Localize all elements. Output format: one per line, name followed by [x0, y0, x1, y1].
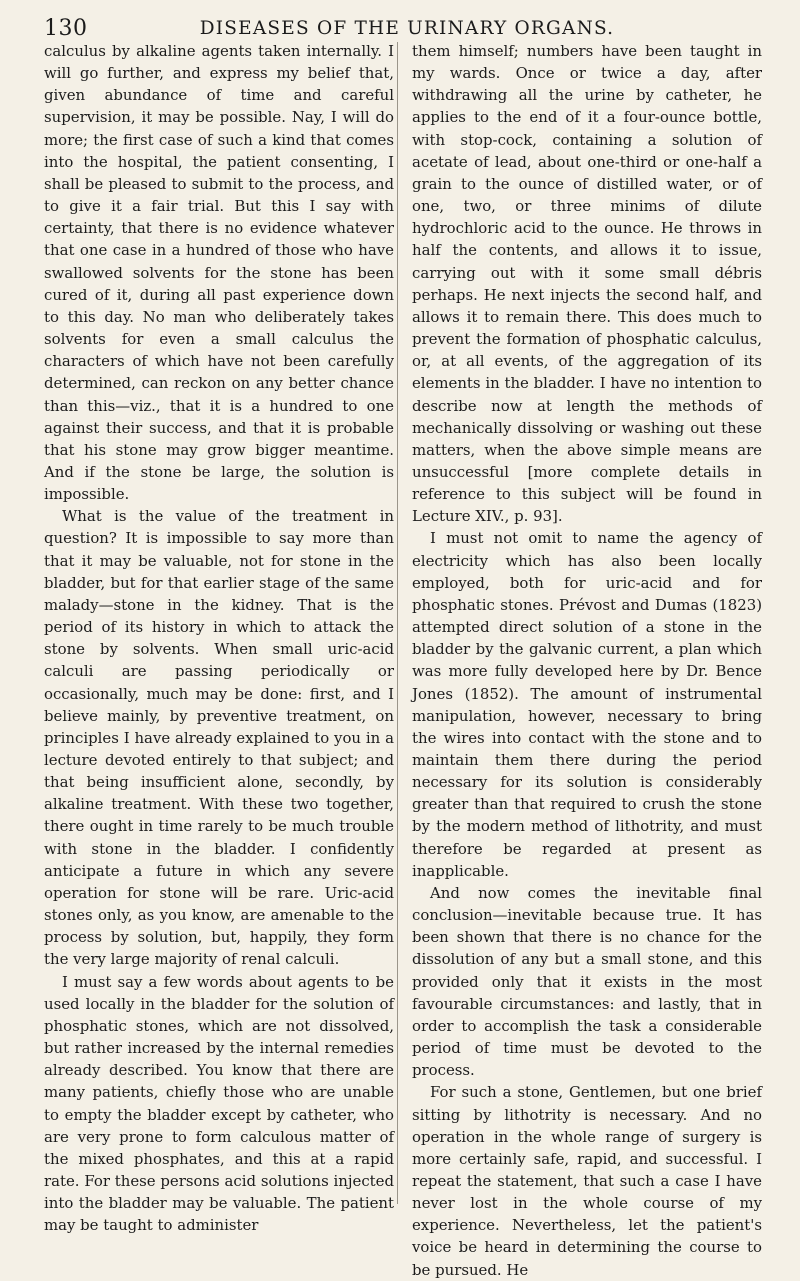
column-divider [397, 42, 398, 1204]
paragraph: them himself; numbers have been taught in my wards. Once or twice a day, after withdrawing all the urine by catheter, he applies to the end of it a four-ounce bottle, with stop-cock, containing a solution of acetate of lead, about one-third or one-half a grain to the ounce of distilled water, or of one, two, or three minims of dilute hydrochloric acid to the ounce. He throws in half the contents, and allows it to issue, carrying out with it some small débris perhaps. He next injects the second half, and allows it to remain there. This does much to prevent the formation of phosphatic calculus, or, at all events, of the aggregation of its elements in the bladder. I have no intention to describe now at length the methods of mechanically dissolving or washing out these matters, when the above simple means are unsuccessful [more complete details in reference to this subject will be found in Lecture XIV., p. 93]. [412, 42, 762, 526]
paragraph: And now comes the inevitable final conclusion—inevitable because true. It has been shown that there is no chance for the dissolution of any but a small stone, and this provided only that it exists in the most favourable circumstances: and lastly, that in order to accomplish the task a considerable period of time must be devoted to the process. [412, 883, 762, 1080]
paragraph: For such a stone, Gentlemen, but one brief sitting by lithotrity is necessary. And no operation in the whole range of surgery is more certainly safe, rapid, and successful. I repeat the statement, that such a case I have never lost in the whole course of my experience. Nevertheless, let the patient's voice be heard in determining the course to be pursued. He [412, 1083, 762, 1279]
page-number: 130 [44, 16, 88, 41]
left-column [44, 40, 394, 1236]
paragraph: I must not omit to name the agency of electricity which has also been locally employed, both for uric-acid and for phosphatic stones. Prévost and Dumas (1823) attempted direct solution of a stone in the bladder by the galvanic current, a plan which was more fully developed here by Dr. Bence Jones (1852). The amount of instrumental manipulation, however, necessary to bring the wires into contact with the stone and to maintain them there during the period necessary for its solution is considerably greater than that required to crush the stone by the modern method of lithotrity, and must therefore be regarded at present as inapplicable. [412, 529, 762, 880]
paragraph: What is the value of the treatment in question? It is impossible to say more than that it may be valuable, not for stone in the bladder, but for that earlier stage of the same malady—stone in the kidney. That is the period of its history in which to attack the stone by solvents. When small uric-acid calculi are passing periodically or occasionally, much may be done: first, and I believe mainly, by preventive treatment, on principles I have already explained to you in a lecture devoted entirely to that subject; and that being insufficient alone, secondly, by alkaline treatment. With these two together, there ought in time rarely to be much trouble with stone in the bladder. I confidently anticipate a future in which any severe operation for stone will be rare. Uric-acid stones only, as you know, are amenable to the process by solution, but, happily, they form the very large majority of renal calculi. [44, 507, 394, 969]
paragraph: I must say a few words about agents to be used locally in the bladder for the solution of phosphatic stones, which are not dissolved, but rather increased by the internal remedies already described. You know that there are many patients, chiefly those who are unable to empty the bladder except by catheter, who are very prone to form calculous matter of the mixed phosphates, and this at a rapid rate. For these persons acid solutions injected into the bladder may be valuable. The patient may be taught to administer [44, 972, 394, 1235]
right-column [412, 40, 762, 1281]
paragraph: calculus by alkaline agents taken internally. I will go further, and express my belief that, given abundance of time and careful supervision, it may be possible. Nay, I will do more; the first case of such a kind that comes into the hospital, the patient consenting, I shall be pleased to submit to the process, and to give it a fair trial. But this I say with certainty, that there is no evidence whatever that one case in a hundred of those who have swallowed solvents for the stone has been cured of it, during all past experience down to this day. No man who deliberately takes solvents for even a small calculus the characters of which have not been carefully determined, can reckon on any better chance than this—viz., that it is a hundred to one against their success, and that it is probable that his stone may grow bigger meantime. And if the stone be large, the solution is impossible. [44, 42, 394, 504]
running-title: DISEASES OF THE URINARY ORGANS. [199, 18, 615, 39]
